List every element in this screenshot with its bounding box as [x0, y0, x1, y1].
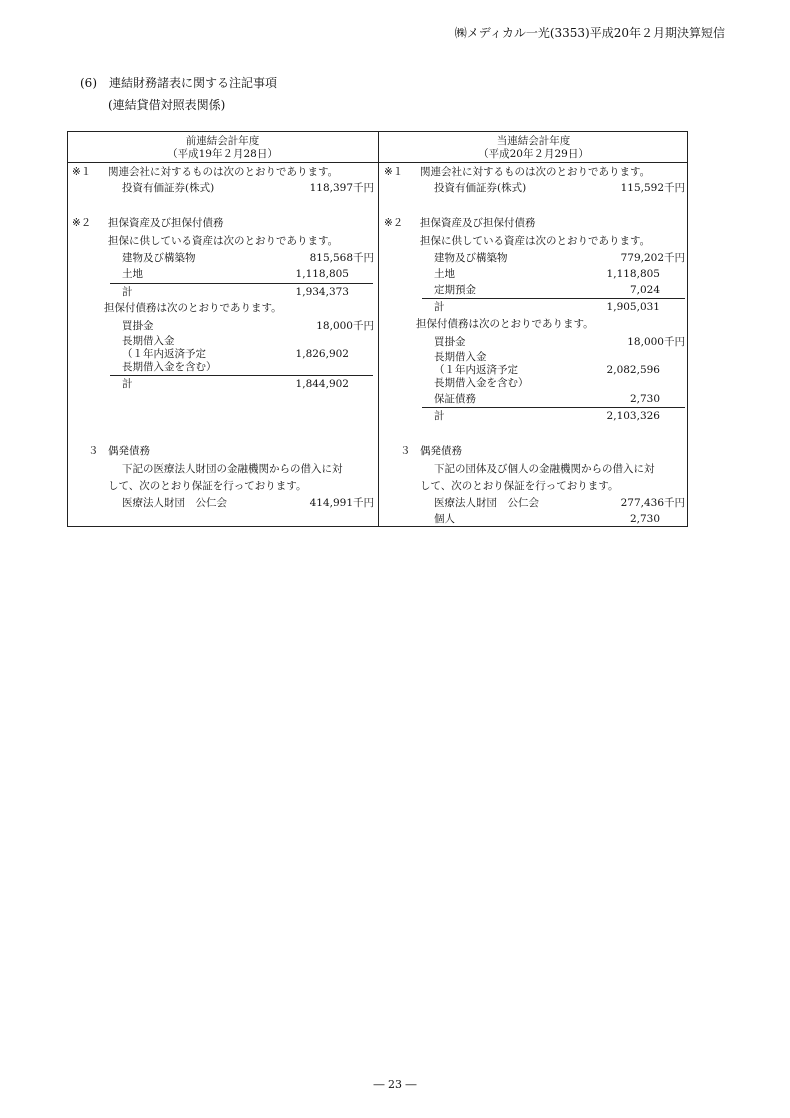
curr-guarantee-label: 個人 [434, 513, 455, 525]
section-title: (6) 連結財務諸表に関する注記事項 [80, 76, 277, 90]
curr-note2-mark: ※２ [384, 217, 404, 229]
curr-debt-label: 保証債務 [434, 393, 476, 405]
prev-guarantee-value: 414,991千円 [309, 497, 374, 509]
curr-guarantee-value: 2,730 [629, 513, 660, 525]
curr-note2-title: 担保資産及び担保付債務 [420, 217, 536, 229]
prev-note2-mark: ※２ [72, 217, 92, 229]
prev-note3-title: 偶発債務 [108, 445, 150, 457]
prev-column-heading: 前連結会計年度 [185, 135, 260, 147]
prev-guarantee-label: 医療法人財団 公仁会 [122, 497, 227, 509]
curr-assets-total-label: 計 [434, 301, 445, 313]
curr-note1-text: 関連会社に対するものは次のとおりであります。 [420, 166, 651, 178]
prev-debts-intro: 担保付債務は次のとおりであります。 [104, 302, 282, 314]
curr-note1-item-value: 115,592千円 [620, 182, 685, 194]
curr-note2-intro: 担保に供している資産は次のとおりであります。 [420, 235, 651, 247]
page-number: ― 23 ― [373, 1078, 417, 1091]
prev-assets-total-label: 計 [122, 286, 133, 298]
curr-debt-value: 18,000千円 [627, 336, 685, 348]
curr-debts-intro: 担保付債務は次のとおりであります。 [416, 318, 594, 330]
curr-debt-label: 買掛金 [434, 336, 466, 348]
curr-debts-total-value: 2,103,326 [606, 410, 660, 422]
curr-assets-subtotal-rule [422, 298, 685, 299]
curr-debt-label: 長期借入金 [434, 351, 487, 363]
curr-column-heading: 当連結会計年度 [496, 135, 571, 147]
prev-note3-text: 下記の医療法人財団の金融機関からの借入に対 [122, 463, 343, 475]
prev-note2-intro: 担保に供している資産は次のとおりであります。 [108, 235, 339, 247]
curr-asset-label: 建物及び構築物 [434, 252, 508, 264]
curr-note3-text: 下記の団体及び個人の金融機関からの借入に対 [434, 463, 655, 475]
prev-asset-label: 建物及び構築物 [122, 252, 196, 264]
prev-debt-label: 長期借入金を含む） [122, 361, 217, 373]
prev-debt-label: 長期借入金 [122, 335, 175, 347]
prev-asset-label: 土地 [122, 268, 143, 280]
curr-note3-title: 偶発債務 [420, 445, 462, 457]
curr-guarantee-value: 277,436千円 [620, 497, 685, 509]
prev-asset-value: 1,118,805 [295, 268, 349, 280]
curr-asset-value: 1,118,805 [606, 268, 660, 280]
prev-note1-mark: ※１ [72, 166, 92, 178]
curr-note1-item-label: 投資有価証券(株式) [434, 182, 527, 194]
curr-note3-text: して、次のとおり保証を行っております。 [420, 480, 619, 492]
prev-note3-text: して、次のとおり保証を行っております。 [108, 480, 307, 492]
header-divider [67, 162, 688, 163]
prev-note1-item-value: 118,397千円 [309, 182, 374, 194]
curr-debts-subtotal-rule [422, 407, 685, 408]
prev-debts-subtotal-rule [110, 375, 373, 376]
prev-note1-text: 関連会社に対するものは次のとおりであります。 [108, 166, 339, 178]
prev-note3-mark: ３ [88, 445, 99, 457]
curr-asset-value: 7,024 [629, 284, 660, 296]
curr-asset-label: 土地 [434, 268, 455, 280]
prev-debt-value: 1,826,902 [295, 348, 349, 360]
section-subtitle: (連結貸借対照表関係) [108, 98, 226, 112]
curr-debt-value: 2,730 [629, 393, 660, 405]
curr-debt-label: 長期借入金を含む） [434, 377, 529, 389]
company-report-header: ㈱メディカル一光(3353)平成20年２月期決算短信 [454, 26, 725, 40]
curr-debt-label: （１年内返済予定 [434, 364, 518, 376]
prev-column-period: （平成19年２月28日） [167, 148, 278, 160]
prev-debt-label: （１年内返済予定 [122, 348, 206, 360]
curr-debts-total-label: 計 [434, 410, 445, 422]
prev-debts-total-value: 1,844,902 [295, 378, 349, 390]
prev-note2-title: 担保資産及び担保付債務 [108, 217, 224, 229]
curr-asset-label: 定期預金 [434, 284, 476, 296]
curr-column-period: （平成20年２月29日） [478, 148, 589, 160]
prev-debt-value: 18,000千円 [316, 320, 374, 332]
column-divider [378, 131, 379, 527]
prev-assets-subtotal-rule [110, 283, 373, 284]
prev-debt-label: 買掛金 [122, 320, 154, 332]
curr-guarantee-label: 医療法人財団 公仁会 [434, 497, 539, 509]
curr-note1-mark: ※１ [384, 166, 404, 178]
prev-assets-total-value: 1,934,373 [295, 286, 349, 298]
curr-assets-total-value: 1,905,031 [606, 301, 660, 313]
curr-note3-mark: ３ [400, 445, 411, 457]
curr-asset-value: 779,202千円 [620, 252, 685, 264]
prev-debts-total-label: 計 [122, 378, 133, 390]
prev-note1-item-label: 投資有価証券(株式) [122, 182, 215, 194]
prev-asset-value: 815,568千円 [309, 252, 374, 264]
curr-debt-value: 2,082,596 [606, 364, 660, 376]
